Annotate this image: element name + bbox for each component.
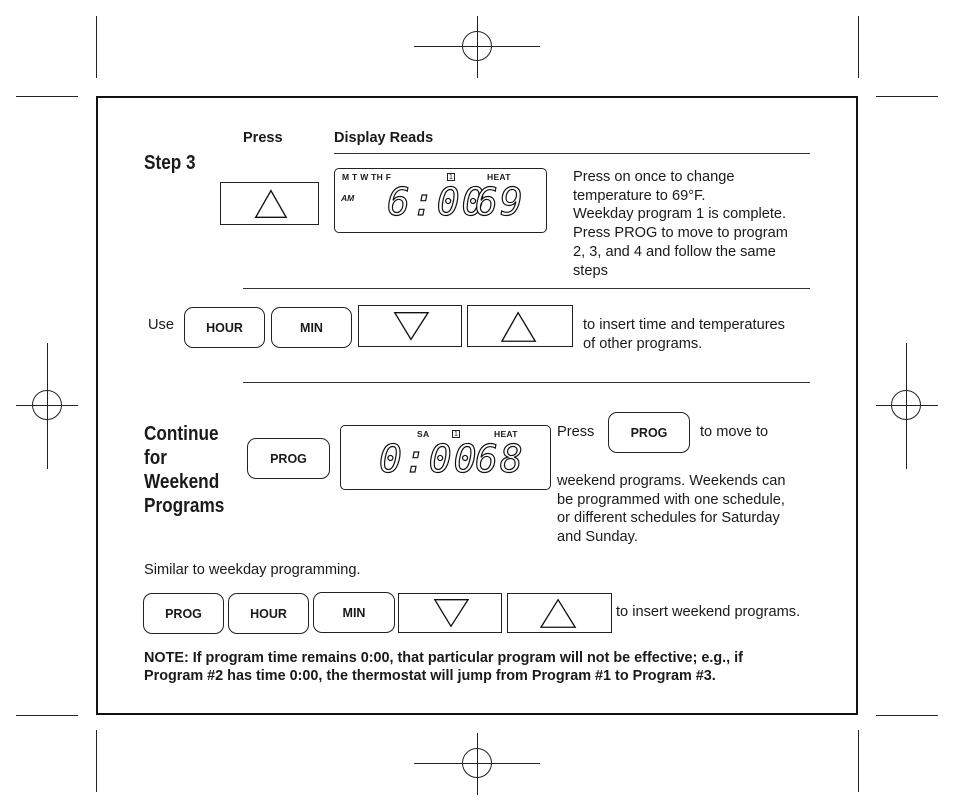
lcd-mode: HEAT [487,172,511,182]
hour-button[interactable]: HOUR [184,307,265,348]
lcd-day: SA [417,429,430,439]
step3-lcd-display [334,168,547,233]
bottom-row-description: to insert weekend programs. [616,604,801,620]
use-label: Use [148,317,174,333]
up-arrow-button-2[interactable] [467,305,573,347]
lcd-time: 0:00 [379,437,479,481]
prog-button-inline[interactable]: PROG [608,412,690,453]
down-arrow-icon [399,594,501,632]
min-button[interactable]: MIN [271,307,352,348]
use-row-description: to insert time and temperatures of other programs. [583,317,785,352]
min-button-bottom[interactable]: MIN [313,592,395,633]
down-arrow-icon [359,306,461,346]
weekend-description: weekend programs. Weekends can be programmed with one schedule, or different schedules for Saturday and Sunday. [557,473,786,546]
press-column-header: Press [243,130,283,146]
lcd-mode: HEAT [494,429,518,439]
lcd-program-number: 1 [447,173,455,181]
prog-button-bottom[interactable]: PROG [143,593,224,634]
hour-button-bottom[interactable]: HOUR [228,593,309,634]
weekend-press-label: Press [557,424,595,440]
lcd-program-number: 1 [452,430,460,438]
display-reads-column-header: Display Reads [334,130,434,146]
note-text: NOTE: If program time remains 0:00, that particular program will not be effective; e.g., if Program #2 has time 0:00, the thermostat will jump from Program #1 to Program #3. [144,650,743,684]
up-arrow-icon [221,183,318,224]
down-arrow-button-bottom[interactable] [398,593,502,633]
lcd-days: M T W TH F [342,172,392,182]
step3-description: Press on once to change temperature to 69°F. Weekday program 1 is complete. Press PROG to move to program 2, 3, and 4 and follow the same steps [573,169,788,279]
weekend-to-move: to move to [700,424,769,440]
up-arrow-icon [468,306,572,346]
similar-note: Similar to weekday programming. [144,562,361,578]
step3-bottom-rule [243,288,810,289]
use-row-bottom-rule [243,382,810,383]
lcd-time: 6:00 [387,180,487,224]
weekend-title: Continue for Weekend Programs [144,423,225,517]
up-arrow-button-bottom[interactable] [507,593,612,633]
step3-title: Step 3 [144,152,196,174]
down-arrow-button[interactable] [358,305,462,347]
lcd-temperature: 69 [475,180,525,224]
lcd-ampm: AM [341,193,355,203]
lcd-temperature: 68 [475,437,525,481]
prog-button[interactable]: PROG [247,438,330,479]
header-rule [334,153,810,154]
up-arrow-icon [508,594,611,632]
up-arrow-button[interactable] [220,182,319,225]
weekend-lcd-display [340,425,551,490]
